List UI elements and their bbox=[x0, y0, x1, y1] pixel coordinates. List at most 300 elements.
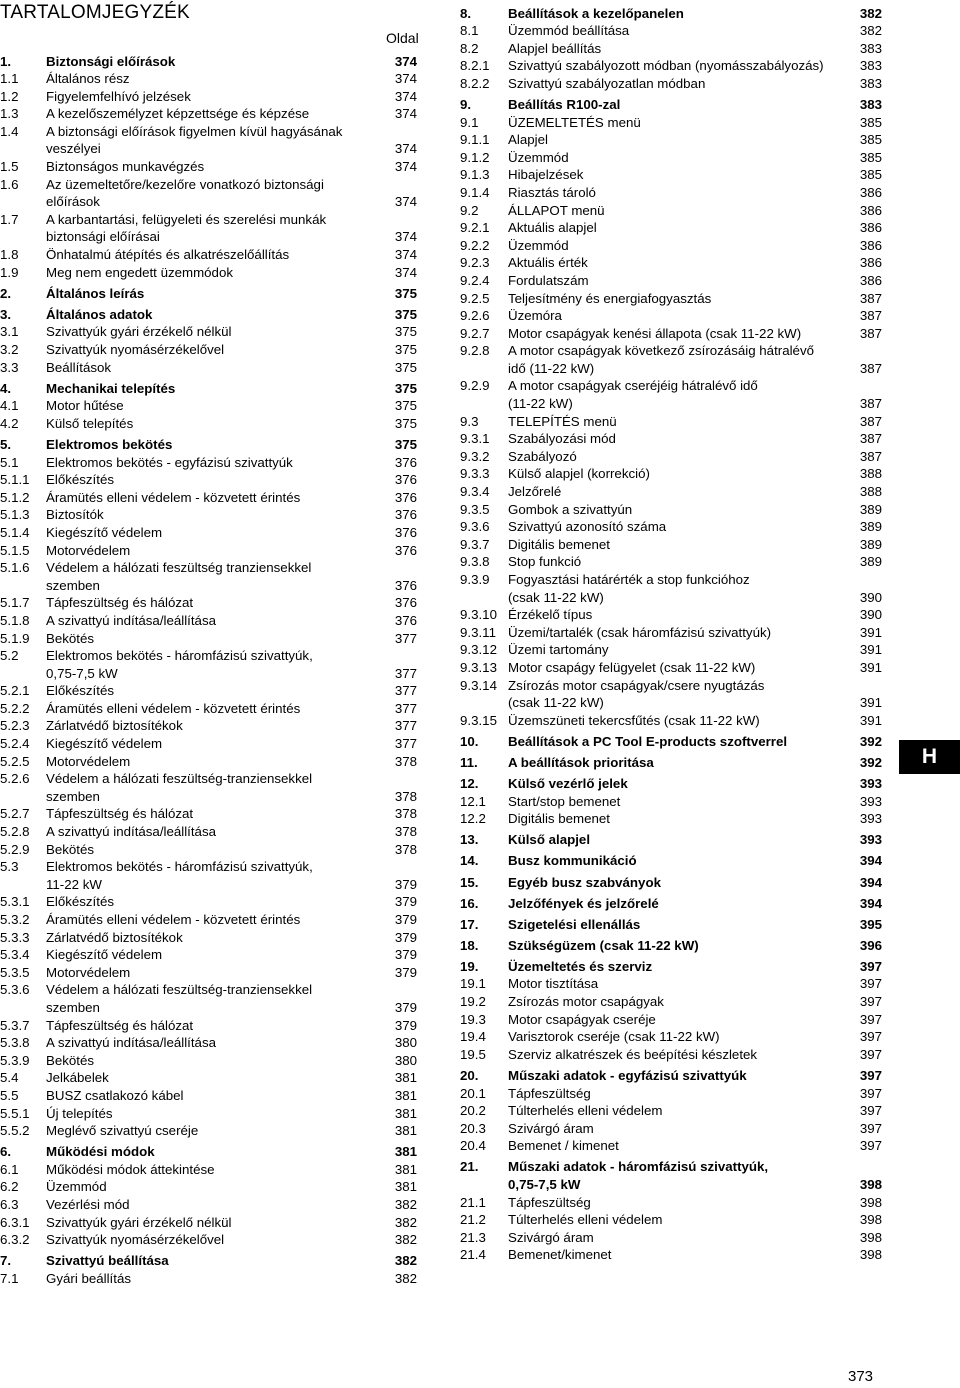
toc-entry-page: 389 bbox=[859, 501, 882, 517]
toc-entry-title: Meg nem engedett üzemmódok bbox=[46, 264, 234, 280]
toc-entry bbox=[0, 946, 420, 964]
toc-entry-page: 375 bbox=[394, 306, 417, 322]
toc-entry-page: 387 bbox=[859, 325, 882, 341]
toc-entry-title: Biztonságos munkavégzés bbox=[46, 159, 205, 175]
toc-entry bbox=[0, 105, 420, 123]
toc-entry-page: 381 bbox=[394, 1070, 417, 1086]
toc-entry bbox=[460, 1067, 882, 1085]
toc-entry-title: Tápfeszültség és hálózat bbox=[46, 595, 194, 611]
toc-entry-title: A szivattyú indítása/leállítása bbox=[46, 1035, 216, 1051]
toc-entry-title: Bemenet/kimenet bbox=[508, 1247, 612, 1263]
toc-entry-page: 376 bbox=[394, 612, 417, 628]
toc-entry-title: Kiegészítő védelem bbox=[46, 524, 163, 540]
toc-entry-page: 398 bbox=[859, 1194, 882, 1210]
toc-entry-title: biztonsági előírásai bbox=[46, 229, 160, 245]
toc-entry bbox=[0, 823, 420, 841]
toc-entry-title: Szivárgó áram bbox=[508, 1120, 594, 1136]
toc-entry-title: Aktuális érték bbox=[508, 255, 588, 271]
toc-entry-page: 377 bbox=[394, 718, 417, 734]
toc-entry-number: 3.3 bbox=[0, 359, 19, 375]
toc-entry-number: 9.3.14 bbox=[460, 677, 497, 693]
toc-entry-page: 383 bbox=[859, 75, 882, 91]
toc-entry-number: 20. bbox=[460, 1067, 479, 1083]
toc-entry-title: Szivattyú azonosító száma bbox=[508, 519, 667, 535]
toc-entry-number: 3.2 bbox=[0, 342, 19, 357]
toc-entry bbox=[460, 733, 882, 751]
toc-entry-page: 382 bbox=[394, 1232, 417, 1248]
toc-entry-page: 383 bbox=[859, 40, 882, 56]
toc-entry bbox=[460, 57, 882, 75]
toc-entry-title: Külső telepítés bbox=[46, 415, 134, 431]
toc-entry-page: 381 bbox=[394, 1179, 417, 1195]
toc-entry-number: 5.2.7 bbox=[0, 806, 30, 822]
toc-entry-number: 9.3.9 bbox=[460, 572, 490, 587]
toc-entry-number: 5.3.2 bbox=[0, 912, 30, 927]
toc-entry-title: Biztonsági előírások bbox=[46, 53, 176, 69]
toc-entry-page: 376 bbox=[394, 542, 417, 558]
toc-entry-number: 21.3 bbox=[460, 1229, 486, 1245]
toc-entry bbox=[0, 158, 420, 176]
toc-entry bbox=[460, 937, 882, 955]
toc-entry-page: 376 bbox=[394, 472, 417, 488]
toc-entry-title: Külső alapjel (korrekció) bbox=[508, 466, 650, 482]
toc-entry-title: Szivattyú szabályozott módban (nyomásszabályozás) bbox=[508, 58, 824, 74]
toc-entry-title: Védelem a hálózati feszültség-tranziensekkel bbox=[46, 982, 313, 998]
toc-entry-number: 5.3.7 bbox=[0, 1017, 30, 1033]
toc-entry-page: 397 bbox=[859, 1138, 882, 1154]
toc-entry-page: 386 bbox=[859, 237, 882, 253]
toc-entry-number: 5.2.9 bbox=[0, 841, 30, 857]
toc-entry bbox=[460, 571, 882, 606]
toc-entry bbox=[460, 114, 882, 132]
toc-entry bbox=[0, 630, 420, 648]
toc-entry-page: 379 bbox=[394, 876, 417, 892]
toc-entry-title: Túlterhelés elleni védelem bbox=[508, 1212, 663, 1228]
toc-entry bbox=[0, 1196, 420, 1214]
toc-entry bbox=[0, 176, 420, 211]
toc-entry-number: 5.5 bbox=[0, 1087, 19, 1103]
toc-entry-page: 383 bbox=[859, 58, 882, 74]
toc-entry-page: 374 bbox=[394, 71, 417, 87]
toc-entry-number: 5.1.7 bbox=[0, 595, 30, 611]
toc-entry-number: 1.5 bbox=[0, 159, 19, 175]
toc-entry-number: 5.3.5 bbox=[0, 964, 30, 980]
toc-entry-title: Bekötés bbox=[46, 630, 95, 646]
toc-entry-number: 8.2 bbox=[460, 40, 479, 56]
toc-entry-page: 386 bbox=[859, 255, 882, 271]
toc-entry bbox=[460, 184, 882, 202]
toc-entry-page: 375 bbox=[394, 359, 417, 375]
toc-entry-title: Gyári beállítás bbox=[46, 1270, 131, 1286]
toc-entry bbox=[0, 285, 420, 303]
toc-entry-number: 1.3 bbox=[0, 106, 19, 122]
toc-entry-title: Alapjel bbox=[508, 132, 548, 148]
toc-entry-number: 9.1.2 bbox=[460, 149, 490, 165]
toc-entry-number: 5.2.2 bbox=[0, 700, 30, 716]
toc-entry-number: 21.4 bbox=[460, 1247, 486, 1263]
toc-entry-page: 379 bbox=[394, 947, 417, 963]
toc-entry-page: 388 bbox=[859, 466, 882, 482]
toc-entry-number: 5.1 bbox=[0, 454, 19, 470]
toc-entry-title: 0,75-7,5 kW bbox=[46, 665, 118, 681]
toc-entry-title: veszélyei bbox=[46, 141, 101, 157]
toc-entry-number: 5.3.8 bbox=[0, 1035, 30, 1051]
toc-entry-title: TELEPÍTÉS menü bbox=[508, 413, 617, 429]
toc-entry-number: 5.5.2 bbox=[0, 1123, 30, 1139]
toc-entry-number: 9.3.12 bbox=[460, 642, 497, 658]
toc-entry bbox=[0, 1252, 420, 1270]
toc-entry-number: 20.1 bbox=[460, 1085, 486, 1101]
toc-entry-number: 1.4 bbox=[0, 123, 19, 139]
toc-entry bbox=[460, 272, 882, 290]
toc-entry-page: 396 bbox=[859, 937, 882, 953]
toc-entry bbox=[0, 471, 420, 489]
toc-entry-title: előírások bbox=[46, 194, 100, 210]
toc-entry bbox=[460, 5, 882, 23]
toc-entry-title: Üzemmód bbox=[46, 1179, 107, 1195]
toc-entry bbox=[0, 1087, 420, 1105]
toc-entry-title: Zsírozás motor csapágyak/csere nyugtázás bbox=[508, 677, 765, 693]
toc-entry-title: Jelkábelek bbox=[46, 1070, 109, 1086]
toc-entry bbox=[460, 307, 882, 325]
toc-entry-title: Busz kommunikáció bbox=[508, 853, 637, 869]
toc-entry-page: 389 bbox=[859, 554, 882, 570]
toc-entry-title: szemben bbox=[46, 788, 100, 804]
toc-entry-title: Üzemi/tartalék (csak háromfázisú szivattyúk) bbox=[508, 624, 772, 640]
toc-entry-number: 5.1.9 bbox=[0, 630, 30, 646]
toc-entry-title: Biztosítók bbox=[46, 507, 104, 523]
toc-entry-number: 5.3.4 bbox=[0, 947, 30, 963]
toc-entry-number: 7. bbox=[0, 1253, 12, 1269]
toc-entry bbox=[460, 501, 882, 519]
toc-entry-number: 5.3.3 bbox=[0, 929, 30, 945]
toc-entry-page: 374 bbox=[394, 106, 417, 122]
toc-entry-number: 9.3 bbox=[460, 413, 479, 429]
toc-entry-number: 5.3.6 bbox=[0, 982, 30, 998]
toc-entry bbox=[460, 810, 882, 828]
toc-entry-number: 5.2.1 bbox=[0, 683, 30, 699]
toc-entry-page: 374 bbox=[394, 264, 417, 280]
toc-entry-number: 9.3.5 bbox=[460, 501, 490, 517]
toc-entry-title: Vezérlési mód bbox=[46, 1197, 130, 1212]
toc-entry-number: 9.2.6 bbox=[460, 308, 490, 324]
toc-entry-page: 378 bbox=[394, 806, 417, 822]
toc-entry-page: 376 bbox=[394, 507, 417, 523]
toc-entry bbox=[460, 993, 882, 1011]
toc-entry-number: 16. bbox=[460, 895, 479, 911]
toc-entry-page: 397 bbox=[859, 1067, 882, 1083]
toc-entry-number: 9.2.5 bbox=[460, 290, 490, 306]
toc-entry-number: 5.1.4 bbox=[0, 524, 30, 540]
toc-entry-title: Külső vezérlő jelek bbox=[508, 776, 628, 792]
toc-entry bbox=[460, 219, 882, 237]
toc-right-column bbox=[460, 1, 882, 1264]
toc-entry-number: 5.1.1 bbox=[0, 472, 30, 488]
toc-entry-page: 379 bbox=[394, 1017, 417, 1033]
toc-entry bbox=[0, 1105, 420, 1123]
toc-entry-page: 398 bbox=[859, 1177, 882, 1192]
toc-entry-page: 397 bbox=[859, 1029, 882, 1045]
toc-entry-page: 397 bbox=[859, 994, 882, 1010]
toc-entry bbox=[460, 536, 882, 554]
toc-entry-number: 1.1 bbox=[0, 71, 19, 87]
toc-entry-title: A karbantartási, felügyeleti és szerelési munkák bbox=[46, 211, 327, 227]
toc-entry-number: 5.1.2 bbox=[0, 489, 30, 505]
toc-entry-number: 9.3.8 bbox=[460, 554, 490, 570]
toc-entry-page: 374 bbox=[394, 88, 417, 104]
toc-entry-title: Elektromos bekötés - háromfázisú szivattyúk, bbox=[46, 648, 313, 664]
toc-entry bbox=[460, 641, 882, 659]
toc-entry-title: Szivattyúk nyomásérzékelővel bbox=[46, 342, 225, 357]
toc-entry-title: Szivattyú beállítása bbox=[46, 1253, 169, 1269]
toc-entry bbox=[460, 149, 882, 167]
toc-entry-number: 1.2 bbox=[0, 88, 19, 104]
toc-entry-page: 379 bbox=[394, 999, 417, 1015]
toc-entry-number: 9.2.8 bbox=[460, 343, 490, 359]
toc-entry-title: Motor hűtése bbox=[46, 398, 124, 414]
toc-entry-title: (11-22 kW) bbox=[508, 396, 573, 412]
toc-entry-title: Jelzőrelé bbox=[508, 484, 562, 500]
toc-entry-title: Beállítások bbox=[46, 359, 112, 375]
toc-entry-page: 383 bbox=[859, 96, 882, 112]
toc-entry-title: (csak 11-22 kW) bbox=[508, 589, 604, 605]
toc-entry bbox=[460, 325, 882, 343]
toc-entry-page: 386 bbox=[859, 184, 882, 200]
toc-entry bbox=[460, 377, 882, 412]
toc-entry-title: Az üzemeltetőre/kezelőre vonatkozó biztonsági bbox=[46, 176, 324, 192]
toc-entry-title: Varisztorok cseréje (csak 11-22 kW) bbox=[508, 1029, 720, 1045]
toc-entry bbox=[0, 70, 420, 88]
toc-entry bbox=[0, 436, 420, 454]
toc-entry-page: 397 bbox=[859, 1120, 882, 1136]
toc-entry-page: 387 bbox=[859, 448, 882, 464]
toc-entry-page: 393 bbox=[859, 811, 882, 827]
toc-entry bbox=[0, 964, 420, 982]
toc-entry-page: 380 bbox=[394, 1035, 417, 1051]
toc-entry bbox=[0, 647, 420, 682]
toc-entry-title: Figyelemfelhívó jelzések bbox=[46, 88, 191, 104]
toc-entry-title: Önhatalmú átépítés és alkatrészelőállítás bbox=[46, 247, 290, 263]
toc-entry-title: Üzemmód bbox=[508, 237, 569, 253]
toc-entry-page: 382 bbox=[394, 1270, 417, 1286]
toc-entry-title: Aktuális alapjel bbox=[508, 220, 597, 236]
toc-entry bbox=[460, 916, 882, 934]
toc-entry-title: Műszaki adatok - egyfázisú szivattyúk bbox=[508, 1067, 747, 1083]
toc-entry bbox=[0, 770, 420, 805]
toc-entry-number: 9.1.3 bbox=[460, 167, 490, 183]
toc-entry-title: Kiegészítő védelem bbox=[46, 736, 163, 752]
toc-entry-title: Motor csapágyak cseréje bbox=[508, 1011, 656, 1027]
toc-entry-title: Motor tisztítása bbox=[508, 976, 599, 992]
toc-entry-title: Szivárgó áram bbox=[508, 1229, 594, 1245]
toc-entry-title: Általános leírás bbox=[46, 285, 145, 301]
toc-entry bbox=[0, 805, 420, 823]
toc-entry-number: 19. bbox=[460, 958, 479, 974]
toc-entry bbox=[0, 454, 420, 472]
toc-entry-title: Áramütés elleni védelem - közvetett érintés bbox=[46, 912, 301, 927]
toc-entry-title: Motorvédelem bbox=[46, 542, 131, 558]
toc-entry-title: Általános adatok bbox=[46, 306, 153, 322]
toc-entry-number: 1.8 bbox=[0, 247, 19, 263]
toc-entry-page: 394 bbox=[859, 895, 882, 911]
toc-entry-title: BUSZ csatlakozó kábel bbox=[46, 1087, 184, 1103]
toc-entry-title: Beállítás R100-zal bbox=[508, 96, 621, 112]
toc-entry-title: Mechanikai telepítés bbox=[46, 380, 176, 396]
toc-entry-title: Motorvédelem bbox=[46, 964, 131, 980]
toc-entry-page: 379 bbox=[394, 964, 417, 980]
toc-entry bbox=[0, 341, 420, 359]
toc-entry-page: 390 bbox=[859, 607, 882, 623]
toc-entry-number: 1. bbox=[0, 53, 12, 69]
language-tab: H bbox=[899, 740, 960, 774]
toc-entry-title: Beállítások a kezelőpanelen bbox=[508, 5, 684, 21]
toc-entry-title: Bekötés bbox=[46, 841, 95, 857]
toc-entry-title: 0,75-7,5 kW bbox=[508, 1177, 581, 1192]
toc-entry bbox=[0, 1178, 420, 1196]
toc-entry-title: Bemenet / kimenet bbox=[508, 1138, 619, 1154]
toc-entry-number: 9.2.3 bbox=[460, 255, 490, 271]
toc-entry-number: 5.2 bbox=[0, 648, 19, 664]
toc-entry-title: Tápfeszültség bbox=[508, 1085, 591, 1101]
toc-entry bbox=[0, 700, 420, 718]
toc-entry-number: 9. bbox=[460, 96, 472, 112]
toc-entry-page: 387 bbox=[859, 360, 882, 376]
toc-entry bbox=[0, 123, 420, 158]
toc-entry-number: 12.1 bbox=[460, 793, 486, 809]
toc-entry bbox=[0, 981, 420, 1016]
toc-entry bbox=[0, 323, 420, 341]
toc-entry-number: 5.3.9 bbox=[0, 1052, 30, 1068]
toc-entry bbox=[460, 413, 882, 431]
toc-entry-number: 5.4 bbox=[0, 1070, 19, 1086]
toc-entry bbox=[0, 1052, 420, 1070]
toc-entry-title: Zsírozás motor csapágyak bbox=[508, 994, 664, 1010]
toc-entry-number: 1.6 bbox=[0, 176, 19, 192]
toc-entry-page: 395 bbox=[859, 916, 882, 932]
toc-entry bbox=[460, 1046, 882, 1064]
toc-entry-title: szemben bbox=[46, 577, 100, 593]
toc-entry bbox=[460, 96, 882, 114]
toc-entry-number: 4. bbox=[0, 380, 12, 396]
toc-entry-number: 9.3.13 bbox=[460, 659, 497, 675]
toc-entry-page: 374 bbox=[394, 53, 417, 69]
toc-entry-number: 8. bbox=[460, 5, 472, 21]
toc-entry bbox=[460, 342, 882, 377]
toc-entry-title: Előkészítés bbox=[46, 472, 114, 488]
toc-entry-title: Riasztás tároló bbox=[508, 184, 596, 200]
toc-entry-page: 375 bbox=[394, 285, 417, 301]
toc-entry-title: A motor csapágyak következő zsírozásáig hátralévő bbox=[508, 343, 814, 359]
toc-entry bbox=[0, 1069, 420, 1087]
toc-entry bbox=[0, 524, 420, 542]
toc-entry-number: 11. bbox=[460, 754, 478, 770]
toc-entry-number: 20.3 bbox=[460, 1120, 486, 1136]
toc-entry bbox=[460, 1246, 882, 1264]
toc-entry-page: 382 bbox=[394, 1197, 417, 1212]
toc-entry-title: Általános rész bbox=[46, 71, 130, 87]
toc-entry-title: Műszaki adatok - háromfázisú szivattyúk, bbox=[508, 1159, 769, 1175]
toc-entry bbox=[460, 465, 882, 483]
toc-entry-number: 6.3.2 bbox=[0, 1232, 30, 1248]
toc-entry bbox=[460, 202, 882, 220]
toc-entry-page: 397 bbox=[859, 1046, 882, 1062]
toc-entry-number: 5.3.1 bbox=[0, 894, 30, 910]
toc-entry-number: 17. bbox=[460, 916, 479, 932]
toc-entry-title: ÁLLAPOT menü bbox=[508, 202, 605, 218]
toc-entry bbox=[0, 211, 420, 246]
toc-entry bbox=[460, 237, 882, 255]
toc-entry bbox=[460, 1211, 882, 1229]
toc-entry-number: 21. bbox=[460, 1159, 479, 1175]
toc-entry-page: 377 bbox=[394, 665, 417, 681]
toc-entry bbox=[0, 397, 420, 415]
toc-entry bbox=[460, 775, 882, 793]
toc-entry bbox=[0, 929, 420, 947]
toc-entry-page: 377 bbox=[394, 700, 417, 716]
toc-entry-number: 13. bbox=[460, 832, 479, 848]
toc-entry-number: 19.4 bbox=[460, 1029, 486, 1045]
toc-entry bbox=[460, 22, 882, 40]
toc-entry bbox=[0, 306, 420, 324]
toc-entry-page: 385 bbox=[859, 114, 882, 130]
toc-entry-title: Tápfeszültség és hálózat bbox=[46, 806, 194, 822]
toc-entry-number: 5.1.6 bbox=[0, 560, 30, 576]
toc-entry-page: 398 bbox=[859, 1247, 882, 1263]
toc-entry-title: Digitális bemenet bbox=[508, 536, 610, 552]
toc-entry-page: 393 bbox=[859, 793, 882, 809]
toc-entry-page: 382 bbox=[394, 1253, 417, 1269]
toc-entry bbox=[0, 415, 420, 433]
toc-entry-number: 5.2.6 bbox=[0, 771, 30, 787]
toc-entry-page: 387 bbox=[859, 290, 882, 306]
toc-entry-page: 377 bbox=[394, 683, 417, 699]
toc-entry-title: Előkészítés bbox=[46, 683, 114, 699]
page-number: 373 bbox=[848, 1368, 874, 1385]
toc-entry-page: 392 bbox=[859, 754, 882, 770]
toc-entry-page: 374 bbox=[394, 194, 417, 210]
toc-entry-number: 9.3.15 bbox=[460, 712, 497, 728]
toc-entry-title: Áramütés elleni védelem - közvetett érintés bbox=[46, 700, 301, 716]
toc-entry-page: 390 bbox=[859, 589, 882, 605]
toc-entry-number: 5.1.5 bbox=[0, 542, 30, 558]
toc-entry bbox=[460, 852, 882, 870]
toc-entry-title: szemben bbox=[46, 999, 100, 1015]
toc-entry-number: 9.3.1 bbox=[460, 431, 490, 447]
toc-entry-page: 386 bbox=[859, 202, 882, 218]
toc-entry-title: Érzékelő típus bbox=[508, 607, 593, 623]
toc-entry-number: 7.1 bbox=[0, 1270, 19, 1286]
toc-entry-page: 380 bbox=[394, 1052, 417, 1068]
toc-entry bbox=[0, 1034, 420, 1052]
toc-entry-page: 379 bbox=[394, 929, 417, 945]
toc-entry bbox=[460, 874, 882, 892]
toc-entry-title: A szivattyú indítása/leállítása bbox=[46, 824, 216, 840]
toc-entry bbox=[0, 1161, 420, 1179]
toc-entry bbox=[460, 1158, 882, 1193]
toc-entry-page: 374 bbox=[394, 159, 417, 175]
toc-entry bbox=[460, 448, 882, 466]
toc-entry bbox=[0, 841, 420, 859]
toc-entry-title: A beállítások prioritása bbox=[508, 754, 654, 770]
toc-entry-number: 21.1 bbox=[460, 1194, 486, 1210]
toc-entry-number: 15. bbox=[460, 874, 479, 890]
toc-entry-page: 376 bbox=[394, 454, 417, 470]
toc-entry-title: Start/stop bemenet bbox=[508, 793, 621, 809]
toc-entry-number: 5.2.3 bbox=[0, 718, 30, 734]
toc-entry-number: 5.1.3 bbox=[0, 507, 30, 523]
toc-entry-number: 4.2 bbox=[0, 415, 19, 431]
toc-entry bbox=[460, 430, 882, 448]
